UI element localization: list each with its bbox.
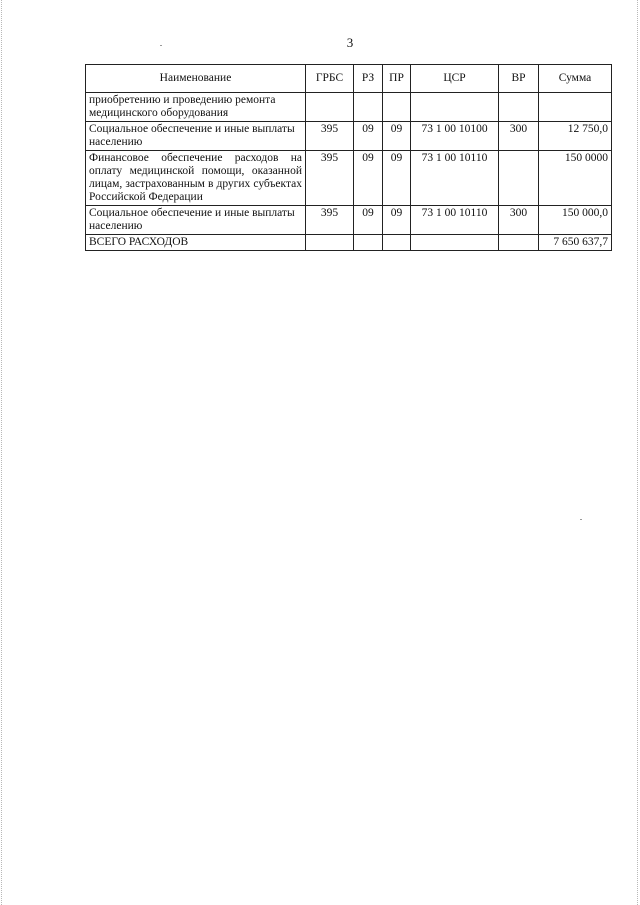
scan-speck (580, 519, 582, 520)
row-sum: 150 000,0 (539, 206, 612, 235)
total-rz (354, 235, 383, 251)
row-csr (411, 93, 499, 122)
header-grbs: ГРБС (306, 65, 354, 93)
row-name: Социальное обеспечение и иные выплаты населению (86, 122, 306, 151)
row-name: Финансовое обеспечение расходов на оплату медицинской помощи, оказанной лицам, застрахованным в других субъектах Российской Федерации (86, 151, 306, 206)
header-csr: ЦСР (411, 65, 499, 93)
row-sum: 12 750,0 (539, 122, 612, 151)
row-sum (539, 93, 612, 122)
row-pr (383, 93, 411, 122)
row-grbs: 395 (306, 151, 354, 206)
row-sum: 150 0000 (539, 151, 612, 206)
header-rz: РЗ (354, 65, 383, 93)
row-rz: 09 (354, 122, 383, 151)
row-name: Социальное обеспечение и иные выплаты населению (86, 206, 306, 235)
table-row (86, 93, 612, 122)
row-vr (499, 93, 539, 122)
row-rz (354, 93, 383, 122)
budget-table (85, 64, 612, 251)
table-row (86, 122, 612, 151)
row-pr: 09 (383, 122, 411, 151)
table-row (86, 151, 612, 206)
table-row (86, 206, 612, 235)
row-pr: 09 (383, 151, 411, 206)
row-grbs: 395 (306, 206, 354, 235)
header-sum: Сумма (539, 65, 612, 93)
row-name: приобретению и проведению ремонта медицинского оборудования (86, 93, 306, 122)
row-pr: 09 (383, 206, 411, 235)
total-vr (499, 235, 539, 251)
row-csr: 73 1 00 10110 (411, 206, 499, 235)
row-grbs: 395 (306, 122, 354, 151)
scan-edge-left (1, 0, 2, 905)
row-grbs (306, 93, 354, 122)
row-vr (499, 151, 539, 206)
total-pr (383, 235, 411, 251)
total-label: ВСЕГО РАСХОДОВ (86, 235, 306, 251)
scan-edge-right (637, 0, 638, 905)
header-vr: ВР (499, 65, 539, 93)
row-rz: 09 (354, 206, 383, 235)
row-rz: 09 (354, 151, 383, 206)
total-row (86, 235, 612, 251)
header-name: Наименование (86, 65, 306, 93)
total-csr (411, 235, 499, 251)
table-header-row (86, 65, 612, 93)
total-sum: 7 650 637,7 (539, 235, 612, 251)
header-pr: ПР (383, 65, 411, 93)
row-csr: 73 1 00 10100 (411, 122, 499, 151)
row-vr: 300 (499, 122, 539, 151)
total-grbs (306, 235, 354, 251)
row-csr: 73 1 00 10110 (411, 151, 499, 206)
row-vr: 300 (499, 206, 539, 235)
page-number: 3 (346, 35, 354, 50)
